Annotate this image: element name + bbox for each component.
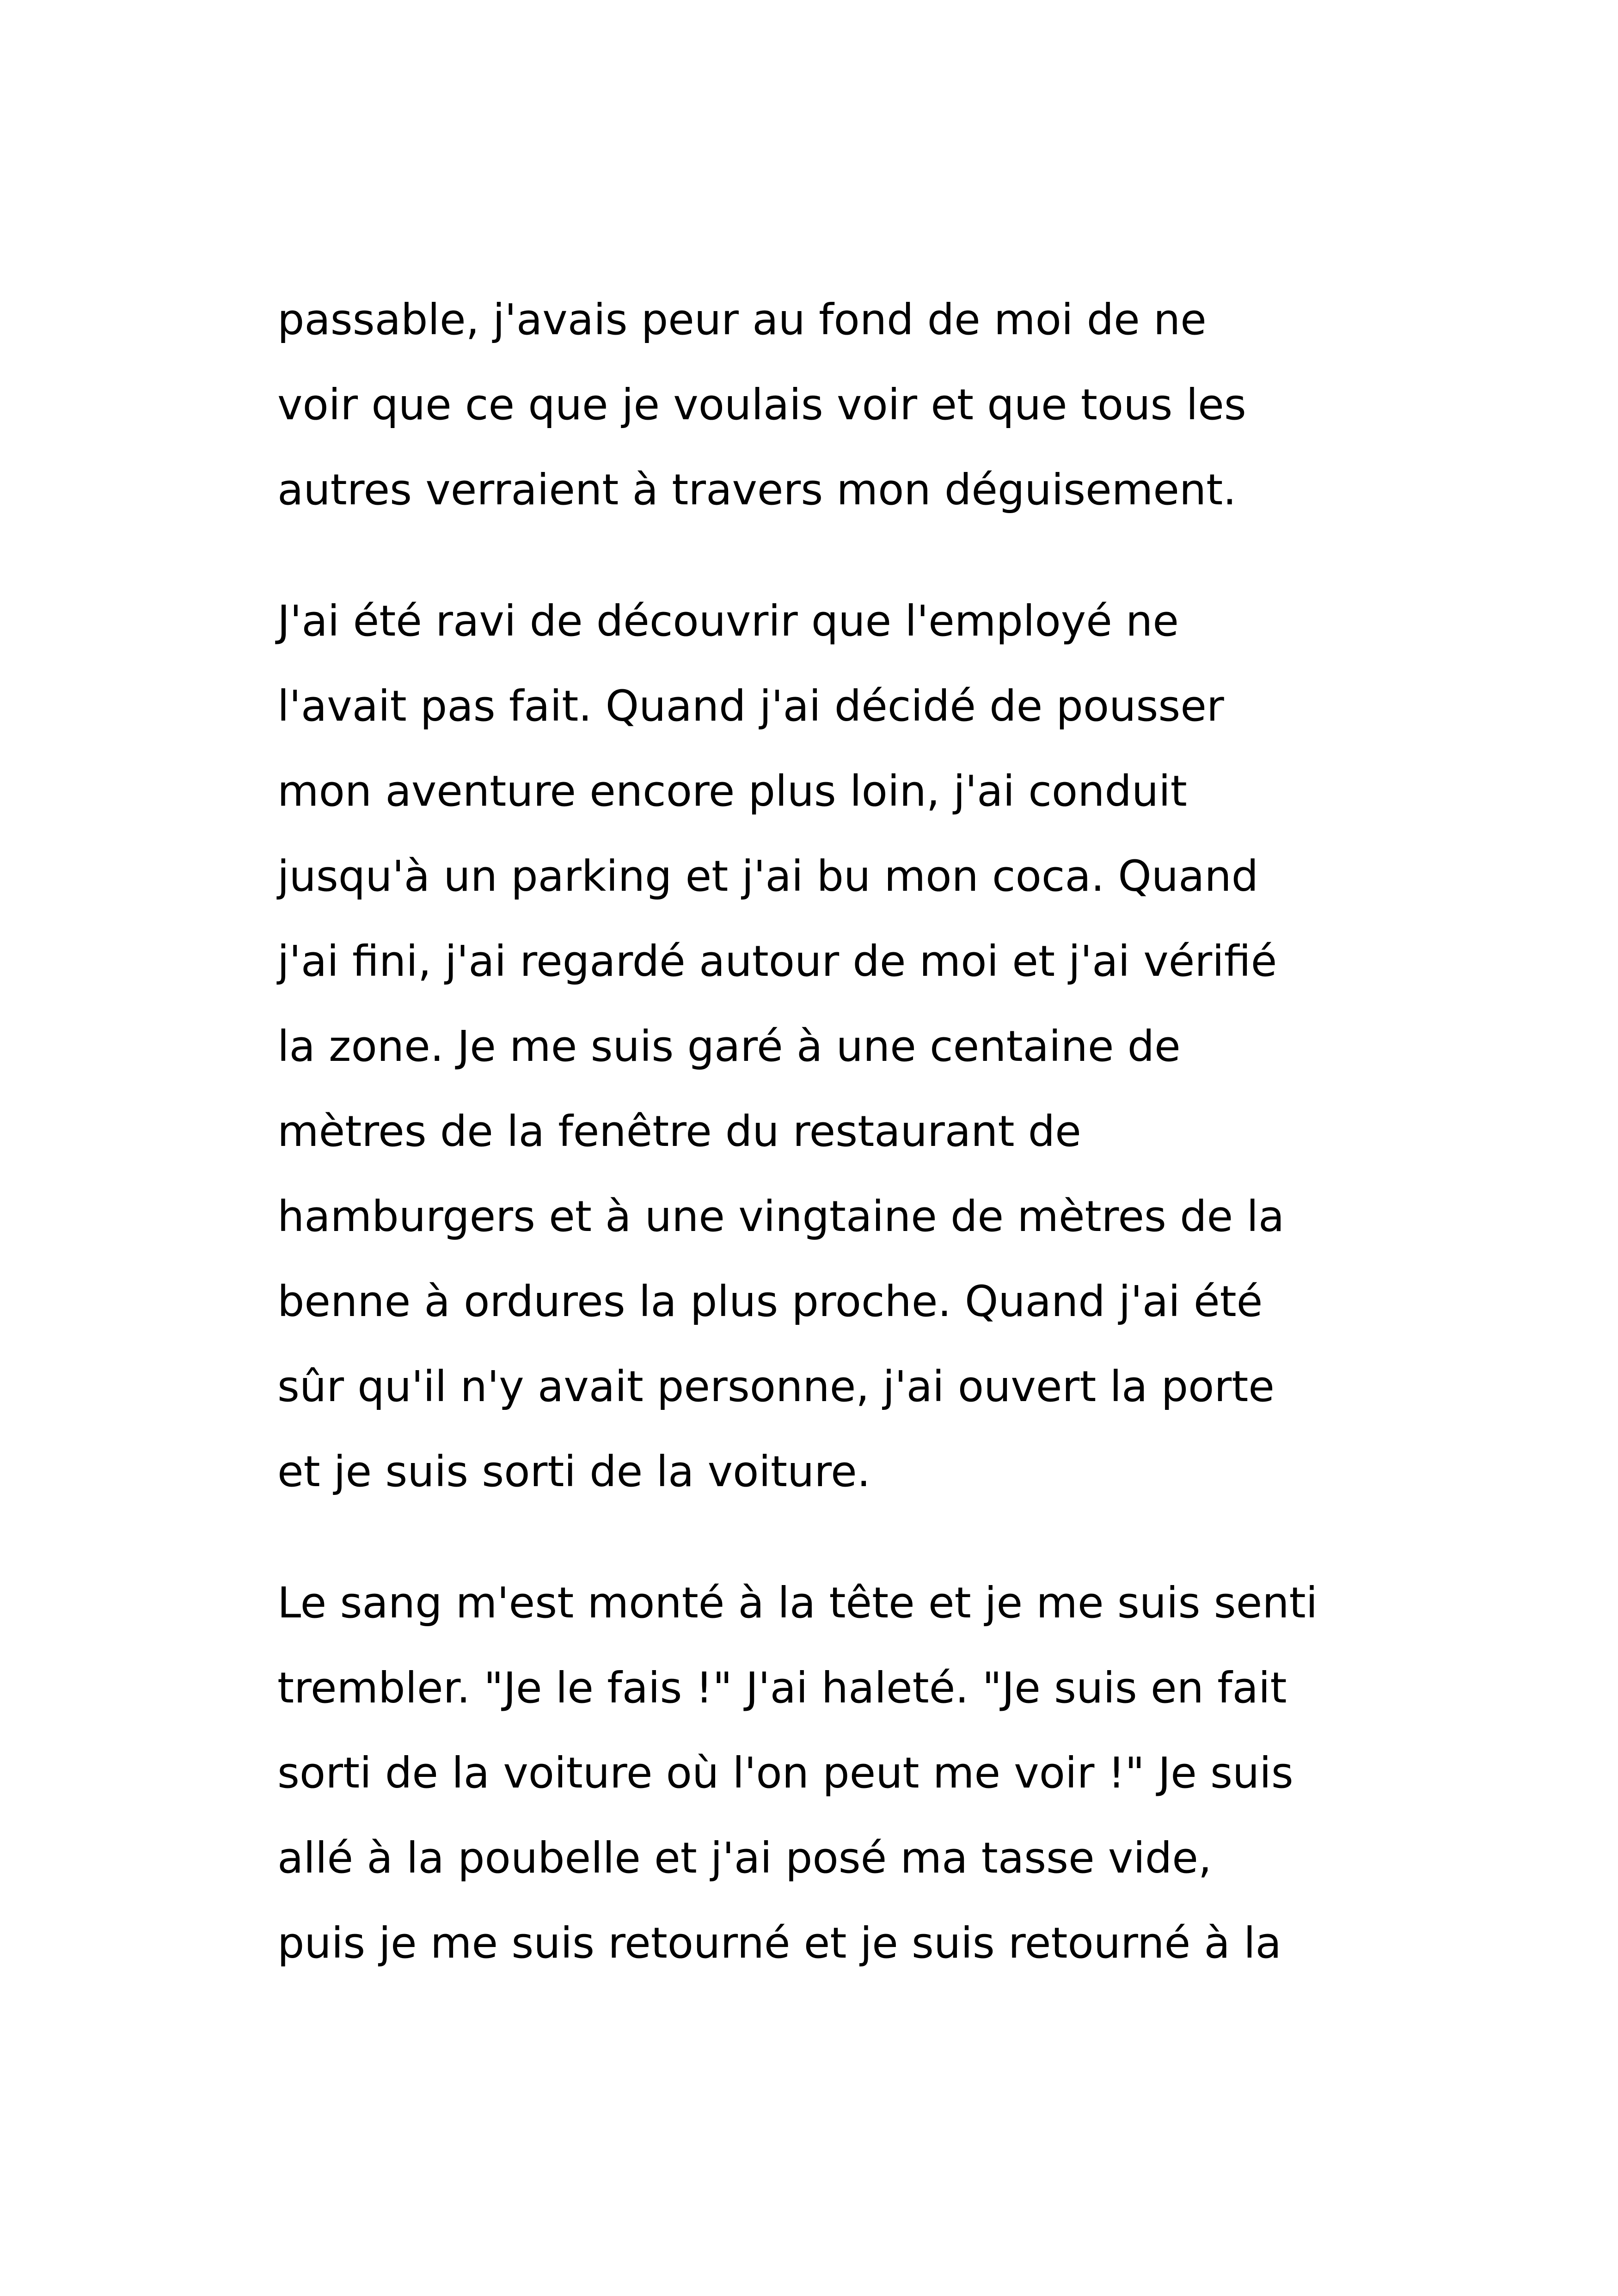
text-line: puis je me suis retourné et je suis retourné à la — [277, 1918, 1282, 1968]
paragraph-3 — [277, 1561, 1387, 1986]
text-line: mon aventure encore plus loin, j'ai conduit — [277, 766, 1187, 816]
paragraph-1 — [277, 277, 1387, 533]
text-line: passable, j'avais peur au fond de moi de ne — [277, 295, 1207, 344]
text-line: jusqu'à un parking et j'ai bu mon coca. Quand — [277, 851, 1259, 901]
text-line: autres verraient à travers mon déguisement. — [277, 465, 1237, 514]
text-line: J'ai été ravi de découvrir que l'employé ne — [277, 596, 1179, 646]
text-line: benne à ordures la plus proche. Quand j'ai été — [277, 1277, 1263, 1326]
text-line: j'ai fini, j'ai regardé autour de moi et j'ai vérifié — [277, 937, 1277, 986]
text-line: allé à la poubelle et j'ai posé ma tasse vide, — [277, 1833, 1212, 1883]
text-line: la zone. Je me suis garé à une centaine de — [277, 1022, 1181, 1071]
text-line: mètres de la fenêtre du restaurant de — [277, 1107, 1081, 1156]
paragraph-spacer — [277, 1514, 1387, 1561]
paragraph-spacer — [277, 533, 1387, 579]
text-line: sorti de la voiture où l'on peut me voir !" Je suis — [277, 1748, 1293, 1798]
text-line: sûr qu'il n'y avait personne, j'ai ouvert la porte — [277, 1362, 1275, 1411]
paragraph-2 — [277, 579, 1387, 1514]
text-line: Le sang m'est monté à la tête et je me suis senti — [277, 1578, 1318, 1628]
text-line: l'avait pas fait. Quand j'ai décidé de pousser — [277, 681, 1224, 731]
text-line: voir que ce que je voulais voir et que tous les — [277, 380, 1246, 429]
text-line: et je suis sorti de la voiture. — [277, 1447, 870, 1496]
text-line: hamburgers et à une vingtaine de mètres de la — [277, 1192, 1285, 1241]
text-line: trembler. "Je le fais !" J'ai haleté. "Je suis en fait — [277, 1663, 1287, 1713]
body-text — [277, 277, 1387, 1986]
